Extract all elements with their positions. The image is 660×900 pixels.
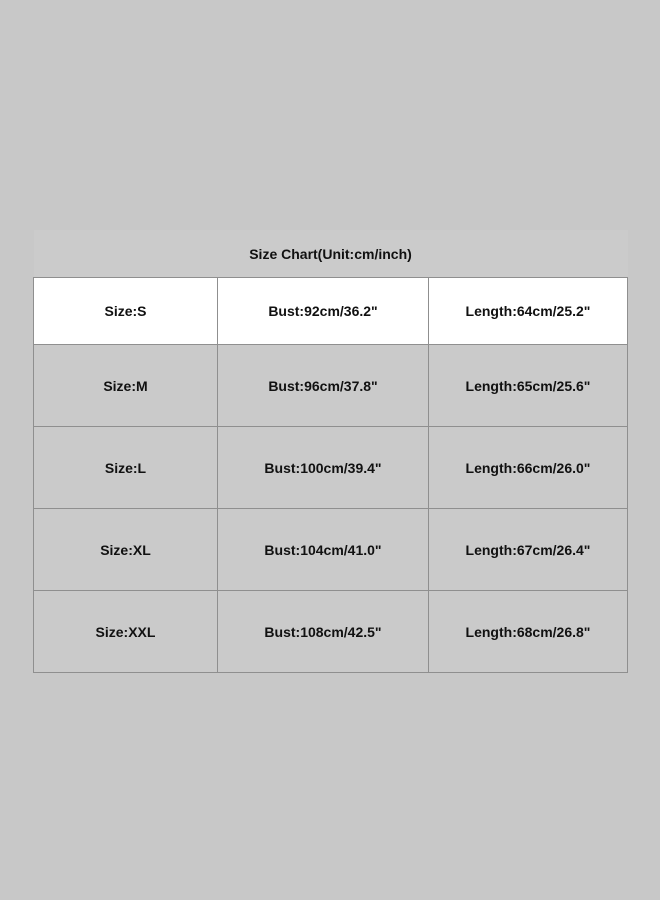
length-cell: Length:67cm/26.4"	[429, 509, 628, 591]
bust-cell: Bust:100cm/39.4"	[218, 427, 429, 509]
length-cell: Length:66cm/26.0"	[429, 427, 628, 509]
table-row	[34, 278, 628, 345]
size-chart-title: Size Chart(Unit:cm/inch)	[34, 230, 628, 278]
bust-cell: Bust:104cm/41.0"	[218, 509, 429, 591]
length-cell: Length:65cm/25.6"	[429, 345, 628, 427]
size-cell: Size:L	[34, 427, 218, 509]
table-row	[34, 509, 628, 591]
bust-cell: Bust:96cm/37.8"	[218, 345, 429, 427]
size-cell: Size:XL	[34, 509, 218, 591]
table-row	[34, 427, 628, 509]
length-cell: Length:64cm/25.2"	[429, 278, 628, 345]
size-cell: Size:XXL	[34, 591, 218, 673]
table-row	[34, 591, 628, 673]
bust-cell: Bust:108cm/42.5"	[218, 591, 429, 673]
bust-cell: Bust:92cm/36.2"	[218, 278, 429, 345]
size-chart-table	[33, 230, 628, 673]
size-cell: Size:S	[34, 278, 218, 345]
length-cell: Length:68cm/26.8"	[429, 591, 628, 673]
size-cell: Size:M	[34, 345, 218, 427]
table-row	[34, 345, 628, 427]
title-row	[34, 230, 628, 278]
